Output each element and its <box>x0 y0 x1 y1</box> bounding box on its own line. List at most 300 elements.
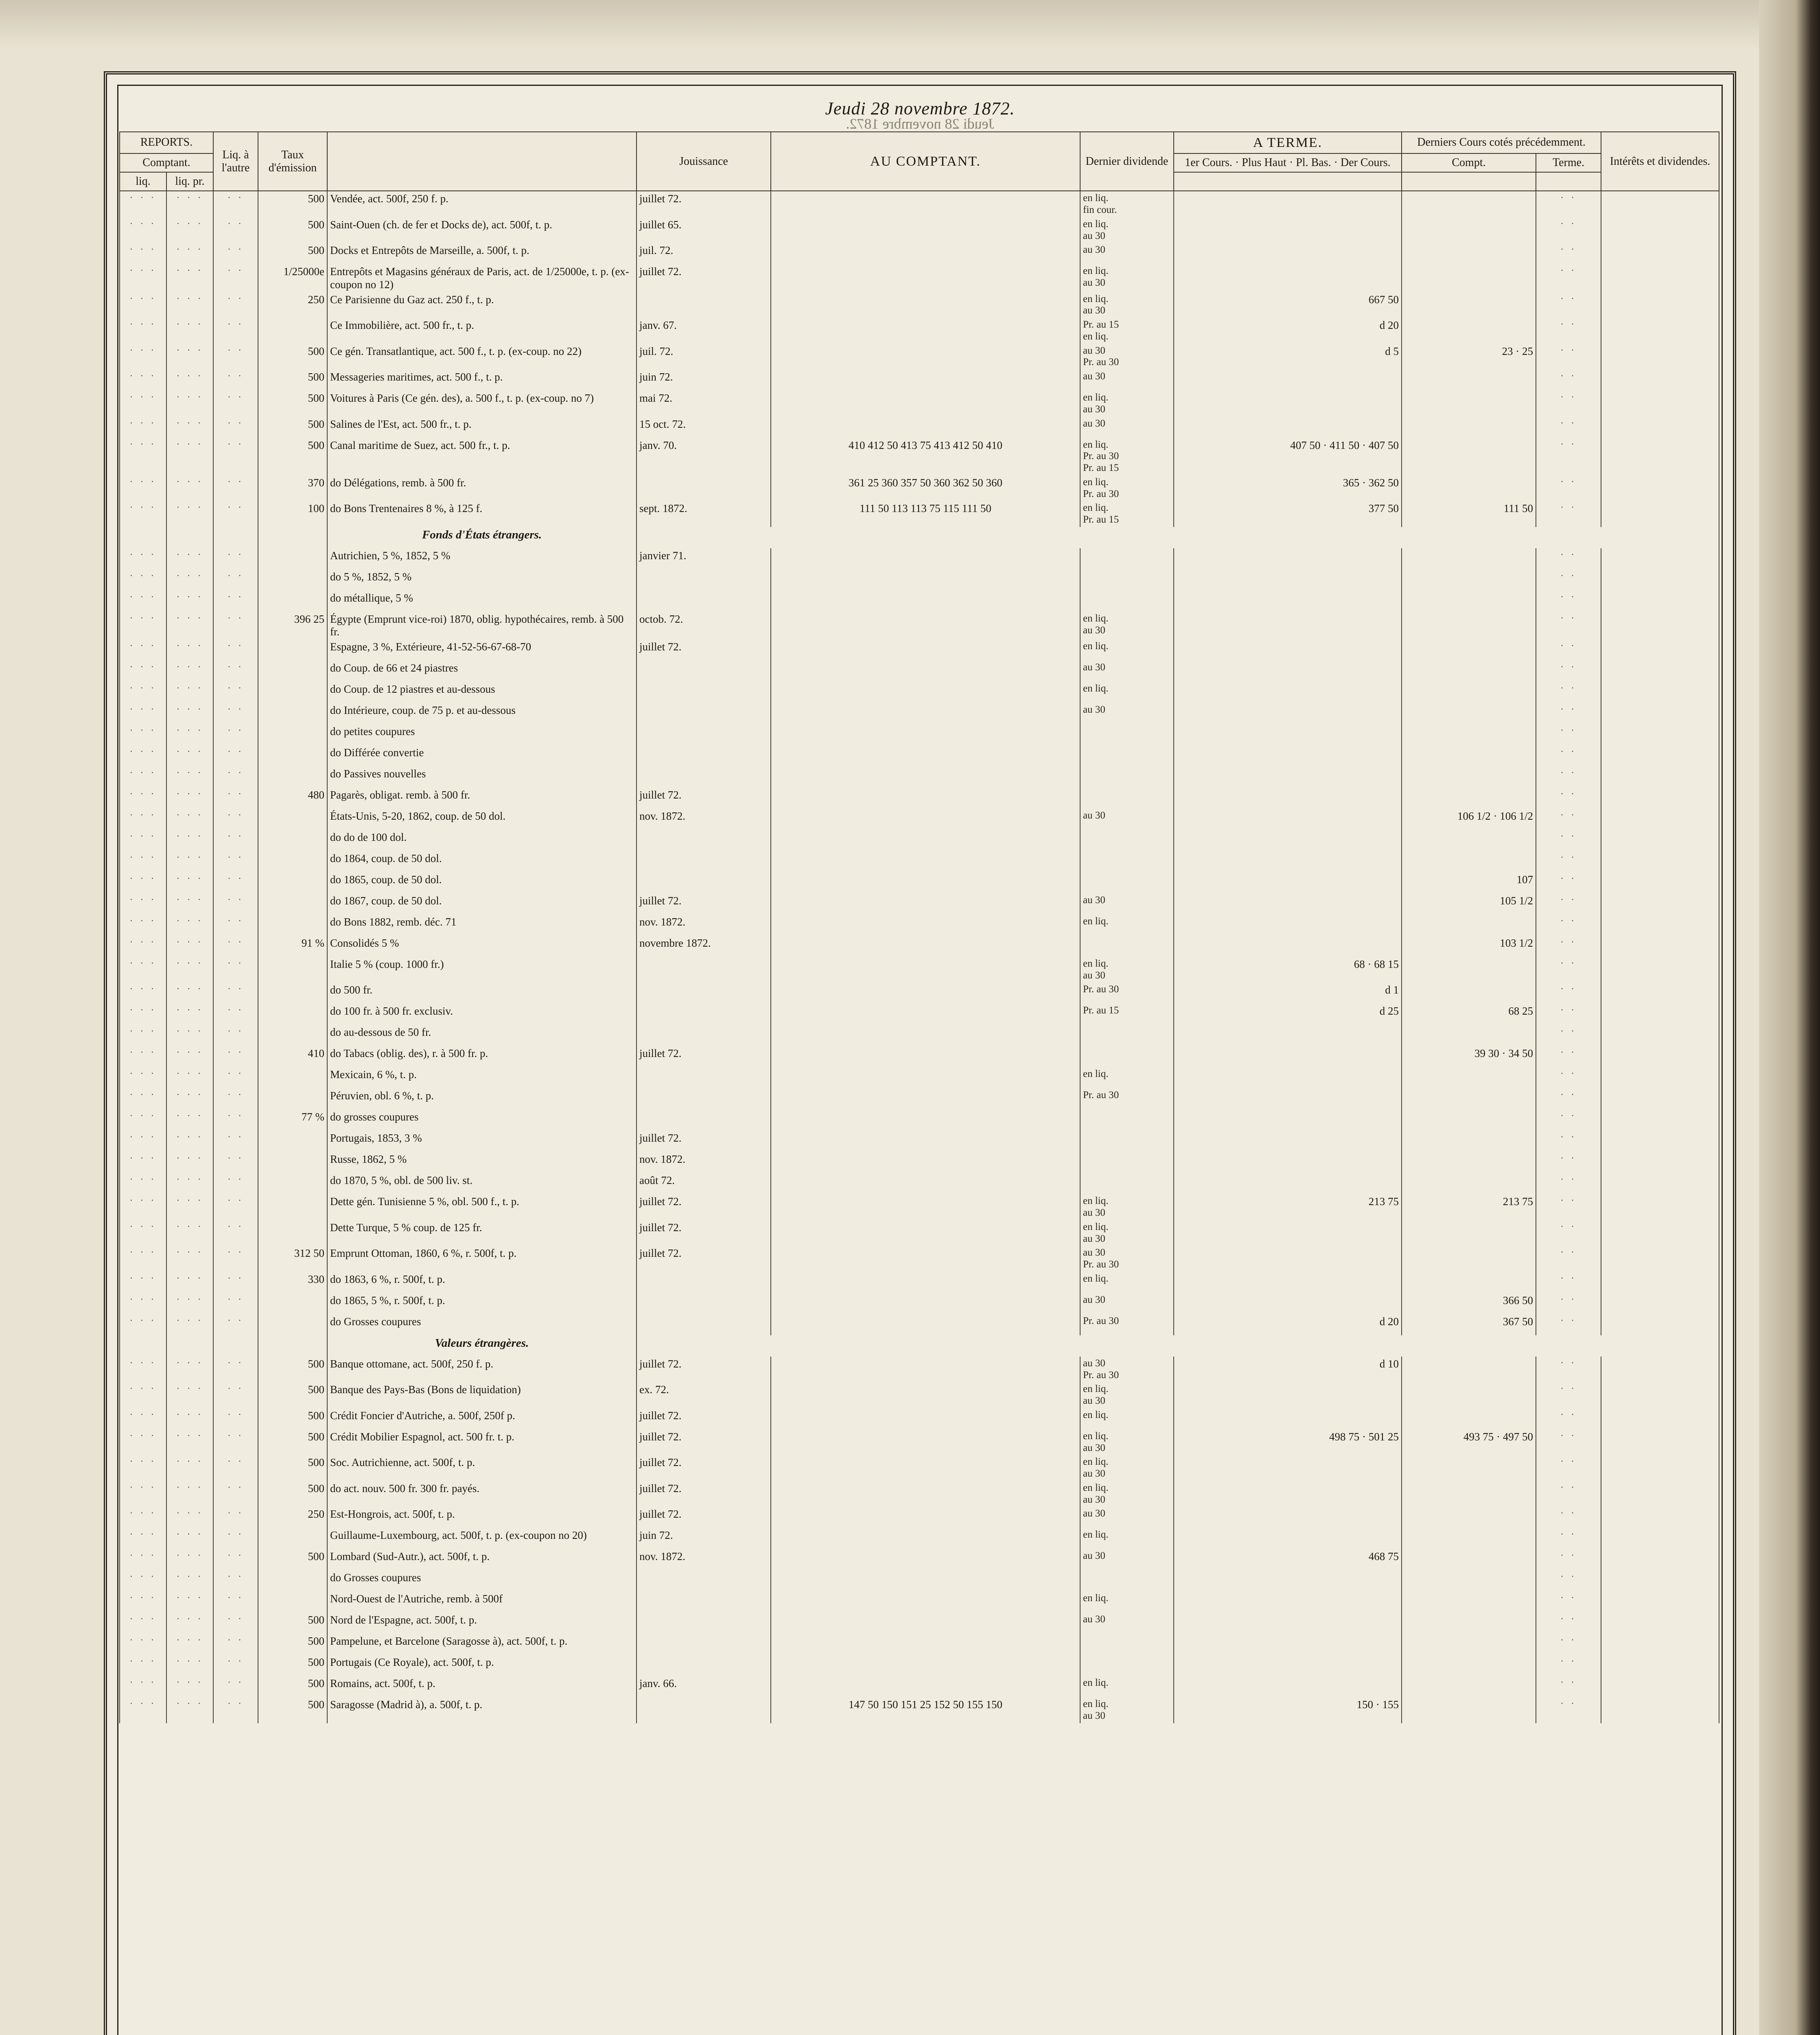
quotation-row <box>120 438 1719 475</box>
jouissance-date: juillet 72. <box>637 1220 771 1246</box>
security-name: do métallique, 5 % <box>327 591 637 612</box>
interets-dividendes <box>1601 1025 1719 1046</box>
dots-cell: · · · <box>120 475 166 501</box>
security-name: Docks et Entrepôts de Marseille, a. 500f, t. p. <box>327 243 637 264</box>
taux-emission: 410 <box>258 1046 327 1067</box>
interets-dividendes <box>1601 682 1719 703</box>
terme-type <box>1080 1634 1174 1655</box>
dots-cell: · · · <box>120 1246 166 1272</box>
terme-type <box>1080 872 1174 893</box>
terme-type <box>1080 1152 1174 1173</box>
stock-quotation-table <box>119 131 1719 1723</box>
taux-emission: 312 50 <box>258 1246 327 1272</box>
terme-type <box>1080 548 1174 569</box>
comptant-prices <box>771 766 1080 788</box>
terme-prices: d 25 <box>1174 1004 1402 1025</box>
dots-cell: · · <box>213 661 258 682</box>
interets-dividendes <box>1601 1634 1719 1655</box>
dots-cell: · · · <box>120 1109 166 1131</box>
previous-terme: · · <box>1536 1591 1601 1613</box>
security-name: Ce Parisienne du Gaz act. 250 f., t. p. <box>327 292 637 318</box>
jouissance-date <box>637 724 771 745</box>
comptant-prices <box>771 264 1080 292</box>
quotation-row <box>120 1173 1719 1194</box>
security-name: Ce Immobilière, act. 500 fr., t. p. <box>327 318 637 344</box>
previous-compt <box>1402 1131 1536 1152</box>
security-name: Russe, 1862, 5 % <box>327 1152 637 1173</box>
taux-emission <box>258 548 327 569</box>
empty-cell <box>213 527 258 548</box>
terme-type: au 30 <box>1080 1613 1174 1634</box>
taux-emission <box>258 830 327 851</box>
terme-prices <box>1174 915 1402 936</box>
jouissance-date: janv. 70. <box>637 438 771 475</box>
dots-cell: · · · <box>120 1655 166 1676</box>
previous-terme: · · <box>1536 1676 1601 1697</box>
previous-terme: · · <box>1536 1067 1601 1088</box>
previous-compt: 68 25 <box>1402 1004 1536 1025</box>
previous-terme: · · <box>1536 1246 1601 1272</box>
previous-compt <box>1402 569 1536 591</box>
taux-emission <box>258 1528 327 1549</box>
security-name: do act. nouv. 500 fr. 300 fr. payés. <box>327 1481 637 1507</box>
interets-dividendes <box>1601 1455 1719 1481</box>
jouissance-date: juillet 72. <box>637 788 771 809</box>
terme-prices: 150 · 155 <box>1174 1697 1402 1723</box>
terme-prices <box>1174 661 1402 682</box>
dots-cell: · · · <box>120 1046 166 1067</box>
previous-compt: 105 1/2 <box>1402 893 1536 915</box>
dots-cell: · · · <box>120 788 166 809</box>
terme-prices <box>1174 745 1402 766</box>
previous-terme: · · <box>1536 1314 1601 1335</box>
comptant-prices <box>771 703 1080 724</box>
previous-compt <box>1402 1676 1536 1697</box>
previous-compt <box>1402 391 1536 417</box>
comptant-prices <box>771 1314 1080 1335</box>
terme-prices <box>1174 639 1402 661</box>
interets-dividendes <box>1601 1549 1719 1570</box>
jouissance-date: juillet 72. <box>637 1481 771 1507</box>
quotation-row <box>120 1025 1719 1046</box>
dots-cell: · · <box>213 703 258 724</box>
dots-cell: · · · <box>120 1152 166 1173</box>
previous-terme: · · <box>1536 1634 1601 1655</box>
dots-cell: · · · <box>166 438 213 475</box>
dots-cell: · · · <box>166 217 213 243</box>
dots-cell: · · · <box>166 1088 213 1109</box>
interets-dividendes <box>1601 766 1719 788</box>
jouissance-date: juillet 72. <box>637 1357 771 1383</box>
dots-cell: · · <box>213 936 258 957</box>
security-name: Romains, act. 500f, t. p. <box>327 1676 637 1697</box>
terme-prices: 365 · 362 50 <box>1174 475 1402 501</box>
interets-dividendes <box>1601 1408 1719 1429</box>
previous-terme: · · <box>1536 851 1601 872</box>
quotation-row <box>120 501 1719 527</box>
jouissance-date: juillet 72. <box>637 1194 771 1220</box>
interets-dividendes <box>1601 1528 1719 1549</box>
previous-compt <box>1402 548 1536 569</box>
interets-dividendes <box>1601 1676 1719 1697</box>
taux-emission: 500 <box>258 344 327 370</box>
taux-emission: 91 % <box>258 936 327 957</box>
quotation-row <box>120 1634 1719 1655</box>
col-au-comptant: AU COMPTANT. <box>771 132 1080 191</box>
dots-cell: · · · <box>120 957 166 983</box>
dots-cell: · · · <box>166 1676 213 1697</box>
jouissance-date <box>637 661 771 682</box>
quotation-row <box>120 1549 1719 1570</box>
terme-prices <box>1174 548 1402 569</box>
terme-type: au 30 <box>1080 1507 1174 1528</box>
jouissance-date: juillet 72. <box>637 893 771 915</box>
interets-dividendes <box>1601 1697 1719 1723</box>
dots-cell: · · <box>213 1676 258 1697</box>
comptant-prices <box>771 872 1080 893</box>
previous-compt <box>1402 661 1536 682</box>
taux-emission: 77 % <box>258 1109 327 1131</box>
previous-terme: · · <box>1536 982 1601 1004</box>
previous-compt <box>1402 217 1536 243</box>
terme-prices <box>1174 830 1402 851</box>
dots-cell: · · <box>213 264 258 292</box>
security-name: Dette Turque, 5 % coup. de 125 fr. <box>327 1220 637 1246</box>
security-name: Péruvien, obl. 6 %, t. p. <box>327 1088 637 1109</box>
quotation-row <box>120 1046 1719 1067</box>
dots-cell: · · <box>213 809 258 830</box>
col-compt: Compt. <box>1402 153 1536 172</box>
terme-type: en liq. Pr. au 30 Pr. au 15 <box>1080 438 1174 475</box>
taux-emission <box>258 724 327 745</box>
terme-prices <box>1174 1613 1402 1634</box>
previous-terme: · · <box>1536 292 1601 318</box>
col-liq-a-lautre: Liq. à l'autre <box>213 132 258 191</box>
terme-type: en liq. au 30 <box>1080 1455 1174 1481</box>
col-valeur <box>327 132 637 191</box>
previous-terme: · · <box>1536 1613 1601 1634</box>
previous-compt <box>1402 1246 1536 1272</box>
dots-cell: · · · <box>166 318 213 344</box>
interets-dividendes <box>1601 872 1719 893</box>
interets-dividendes <box>1601 724 1719 745</box>
quotation-row <box>120 1131 1719 1152</box>
dots-cell: · · · <box>120 1549 166 1570</box>
dots-cell: · · <box>213 724 258 745</box>
quotation-row <box>120 1152 1719 1173</box>
interets-dividendes <box>1601 1293 1719 1314</box>
dots-cell: · · · <box>166 1025 213 1046</box>
terme-prices: d 20 <box>1174 318 1402 344</box>
section-heading-row <box>120 1335 1719 1357</box>
dots-cell: · · · <box>120 1194 166 1220</box>
previous-terme: · · <box>1536 957 1601 983</box>
empty-cell <box>637 527 1719 548</box>
terme-type <box>1080 1173 1174 1194</box>
dots-cell: · · · <box>120 292 166 318</box>
previous-terme: · · <box>1536 766 1601 788</box>
previous-compt: 23 · 25 <box>1402 344 1536 370</box>
previous-terme: · · <box>1536 243 1601 264</box>
comptant-prices <box>771 1025 1080 1046</box>
taux-emission <box>258 569 327 591</box>
previous-compt <box>1402 1570 1536 1591</box>
taux-emission: 500 <box>258 1655 327 1676</box>
terme-prices <box>1174 1293 1402 1314</box>
terme-prices <box>1174 1152 1402 1173</box>
comptant-prices <box>771 936 1080 957</box>
previous-terme: · · <box>1536 548 1601 569</box>
dots-cell: · · · <box>166 1067 213 1088</box>
empty-cell <box>258 1335 327 1357</box>
quotation-row <box>120 872 1719 893</box>
dots-cell: · · · <box>166 766 213 788</box>
dots-cell: · · · <box>120 417 166 438</box>
comptant-prices: 147 50 150 151 25 152 50 155 150 <box>771 1697 1080 1723</box>
dots-cell: · · · <box>166 243 213 264</box>
col-terme-blank-2 <box>1536 172 1601 191</box>
taux-emission <box>258 915 327 936</box>
dots-cell: · · · <box>120 872 166 893</box>
dots-cell: · · · <box>120 548 166 569</box>
previous-compt <box>1402 475 1536 501</box>
dots-cell: · · · <box>120 1314 166 1335</box>
dots-cell: · · · <box>120 809 166 830</box>
newspaper-page <box>104 71 1736 2035</box>
interets-dividendes <box>1601 1429 1719 1455</box>
security-name: do Différée convertie <box>327 745 637 766</box>
jouissance-date: juin 72. <box>637 1528 771 1549</box>
dots-cell: · · · <box>166 1507 213 1528</box>
col-terme-cours: 1er Cours. · Plus Haut · Pl. Bas. · Der Cours. <box>1174 153 1402 172</box>
taux-emission: 500 <box>258 1408 327 1429</box>
quotation-row <box>120 936 1719 957</box>
taux-emission: 480 <box>258 788 327 809</box>
comptant-prices <box>771 1067 1080 1088</box>
terme-prices <box>1174 612 1402 639</box>
security-name: Emprunt Ottoman, 1860, 6 %, r. 500f, t. p. <box>327 1246 637 1272</box>
interets-dividendes <box>1601 1152 1719 1173</box>
dots-cell: · · <box>213 1067 258 1088</box>
quotation-row <box>120 1357 1719 1383</box>
col-plus-bas: Pl. Bas. <box>1296 156 1331 169</box>
interets-dividendes <box>1601 612 1719 639</box>
dots-cell: · · <box>213 1655 258 1676</box>
dots-cell: · · · <box>120 830 166 851</box>
previous-compt <box>1402 1025 1536 1046</box>
dots-cell: · · · <box>120 243 166 264</box>
previous-terme: · · <box>1536 724 1601 745</box>
dots-cell: · · · <box>120 318 166 344</box>
security-name: Lombard (Sud-Autr.), act. 500f, t. p. <box>327 1549 637 1570</box>
taux-emission <box>258 1173 327 1194</box>
security-name: Italie 5 % (coup. 1000 fr.) <box>327 957 637 983</box>
comptant-prices <box>771 217 1080 243</box>
previous-terme: · · <box>1536 1382 1601 1408</box>
previous-compt <box>1402 1549 1536 1570</box>
dots-cell: · · <box>213 1697 258 1723</box>
quotation-row <box>120 370 1719 391</box>
jouissance-date <box>637 1088 771 1109</box>
terme-prices <box>1174 766 1402 788</box>
comptant-prices <box>771 1613 1080 1634</box>
previous-compt <box>1402 724 1536 745</box>
interets-dividendes <box>1601 1109 1719 1131</box>
previous-compt <box>1402 1173 1536 1194</box>
security-name: do au-dessous de 50 fr. <box>327 1025 637 1046</box>
taux-emission <box>258 1067 327 1088</box>
terme-prices: d 20 <box>1174 1314 1402 1335</box>
dots-cell: · · · <box>166 851 213 872</box>
taux-emission <box>258 318 327 344</box>
comptant-prices <box>771 1634 1080 1655</box>
dots-cell: · · · <box>166 1455 213 1481</box>
dots-cell: · · <box>213 1173 258 1194</box>
quotation-row <box>120 1194 1719 1220</box>
dots-cell: · · · <box>120 766 166 788</box>
jouissance-date: sept. 1872. <box>637 501 771 527</box>
jouissance-date: ex. 72. <box>637 1382 771 1408</box>
quotation-row <box>120 591 1719 612</box>
security-name: do Bons Trentenaires 8 %, à 125 f. <box>327 501 637 527</box>
interets-dividendes <box>1601 292 1719 318</box>
security-name: Banque ottomane, act. 500f, 250 f. p. <box>327 1357 637 1383</box>
previous-compt <box>1402 1613 1536 1634</box>
terme-type: en liq. au 30 <box>1080 264 1174 292</box>
quotation-row <box>120 292 1719 318</box>
dots-cell: · · <box>213 915 258 936</box>
quotation-row <box>120 1246 1719 1272</box>
interets-dividendes <box>1601 217 1719 243</box>
previous-terme: · · <box>1536 1357 1601 1383</box>
col-liq: liq. <box>120 172 166 191</box>
dots-cell: · · <box>213 1429 258 1455</box>
interets-dividendes <box>1601 475 1719 501</box>
section-heading-row <box>120 527 1719 548</box>
terme-type: en liq. <box>1080 1272 1174 1293</box>
security-name: Nord-Ouest de l'Autriche, remb. à 500f <box>327 1591 637 1613</box>
dots-cell: · · · <box>120 1408 166 1429</box>
quotation-row <box>120 1314 1719 1335</box>
terme-type: Pr. au 15 en liq. <box>1080 318 1174 344</box>
terme-type: en liq. <box>1080 915 1174 936</box>
quotation-row <box>120 982 1719 1004</box>
interets-dividendes <box>1601 1382 1719 1408</box>
security-name: do grosses coupures <box>327 1109 637 1131</box>
dots-cell: · · · <box>120 1025 166 1046</box>
jouissance-date: juillet 72. <box>637 1429 771 1455</box>
dots-cell: · · · <box>120 1697 166 1723</box>
previous-terme: · · <box>1536 1131 1601 1152</box>
dots-cell: · · · <box>120 569 166 591</box>
terme-type: au 30 <box>1080 243 1174 264</box>
taux-emission <box>258 1314 327 1335</box>
security-name: Canal maritime de Suez, act. 500 fr., t. p. <box>327 438 637 475</box>
previous-terme: · · <box>1536 1549 1601 1570</box>
jouissance-date <box>637 957 771 983</box>
security-name: Mexicain, 6 %, t. p. <box>327 1067 637 1088</box>
dots-cell: · · <box>213 612 258 639</box>
terme-prices <box>1174 1025 1402 1046</box>
security-name: Guillaume-Luxembourg, act. 500f, t. p. (ex-coupon no 20) <box>327 1528 637 1549</box>
terme-prices <box>1174 703 1402 724</box>
dots-cell: · · <box>213 417 258 438</box>
comptant-prices <box>771 1088 1080 1109</box>
dots-cell: · · <box>213 1507 258 1528</box>
quotation-row <box>120 639 1719 661</box>
terme-prices <box>1174 1655 1402 1676</box>
jouissance-date <box>637 1293 771 1314</box>
terme-type: au 30 Pr. au 30 <box>1080 1246 1174 1272</box>
previous-compt <box>1402 292 1536 318</box>
quotation-row <box>120 1109 1719 1131</box>
previous-compt: 367 50 <box>1402 1314 1536 1335</box>
terme-type <box>1080 1025 1174 1046</box>
terme-type <box>1080 936 1174 957</box>
dots-cell: · · · <box>166 1220 213 1246</box>
dots-cell: · · · <box>166 292 213 318</box>
terme-prices: 468 75 <box>1174 1549 1402 1570</box>
quotation-row <box>120 1455 1719 1481</box>
previous-compt <box>1402 612 1536 639</box>
dots-cell: · · · <box>166 872 213 893</box>
terme-prices <box>1174 1272 1402 1293</box>
dots-cell: · · · <box>166 1152 213 1173</box>
taux-emission: 500 <box>258 1634 327 1655</box>
security-name: Banque des Pays-Bas (Bons de liquidation) <box>327 1382 637 1408</box>
dots-cell: · · <box>213 1408 258 1429</box>
taux-emission <box>258 957 327 983</box>
security-name: do Coup. de 12 piastres et au-dessous <box>327 682 637 703</box>
comptant-prices <box>771 1408 1080 1429</box>
taux-emission: 500 <box>258 1676 327 1697</box>
dots-cell: · · <box>213 1570 258 1591</box>
dots-cell: · · · <box>166 391 213 417</box>
dots-cell: · · · <box>120 1455 166 1481</box>
terme-prices <box>1174 1528 1402 1549</box>
taux-emission: 500 <box>258 1697 327 1723</box>
previous-compt <box>1402 591 1536 612</box>
dots-cell <box>166 1335 213 1357</box>
dots-cell: · · · <box>166 703 213 724</box>
dots-cell: · · <box>213 1382 258 1408</box>
interets-dividendes <box>1601 501 1719 527</box>
security-name: do Coup. de 66 et 24 piastres <box>327 661 637 682</box>
dots-cell: · · · <box>166 1481 213 1507</box>
previous-compt <box>1402 703 1536 724</box>
terme-type: au 30 <box>1080 417 1174 438</box>
security-name: do 1865, coup. de 50 dol. <box>327 872 637 893</box>
interets-dividendes <box>1601 1046 1719 1067</box>
terme-prices <box>1174 893 1402 915</box>
terme-type: en liq. Pr. au 15 <box>1080 501 1174 527</box>
section-title: Fonds d'États étrangers. <box>327 527 637 548</box>
comptant-prices <box>771 639 1080 661</box>
quotation-row <box>120 264 1719 292</box>
dots-cell: · · <box>213 982 258 1004</box>
terme-type: en liq. au 30 <box>1080 612 1174 639</box>
jouissance-date: octob. 72. <box>637 612 771 639</box>
terme-type <box>1080 591 1174 612</box>
jouissance-date: novembre 1872. <box>637 936 771 957</box>
dots-cell: · · · <box>120 1004 166 1025</box>
taux-emission <box>258 591 327 612</box>
interets-dividendes <box>1601 391 1719 417</box>
interets-dividendes <box>1601 982 1719 1004</box>
security-name: do petites coupures <box>327 724 637 745</box>
col-derniers-cours: Derniers Cours cotés précédemment. <box>1402 132 1601 153</box>
quotation-row <box>120 318 1719 344</box>
